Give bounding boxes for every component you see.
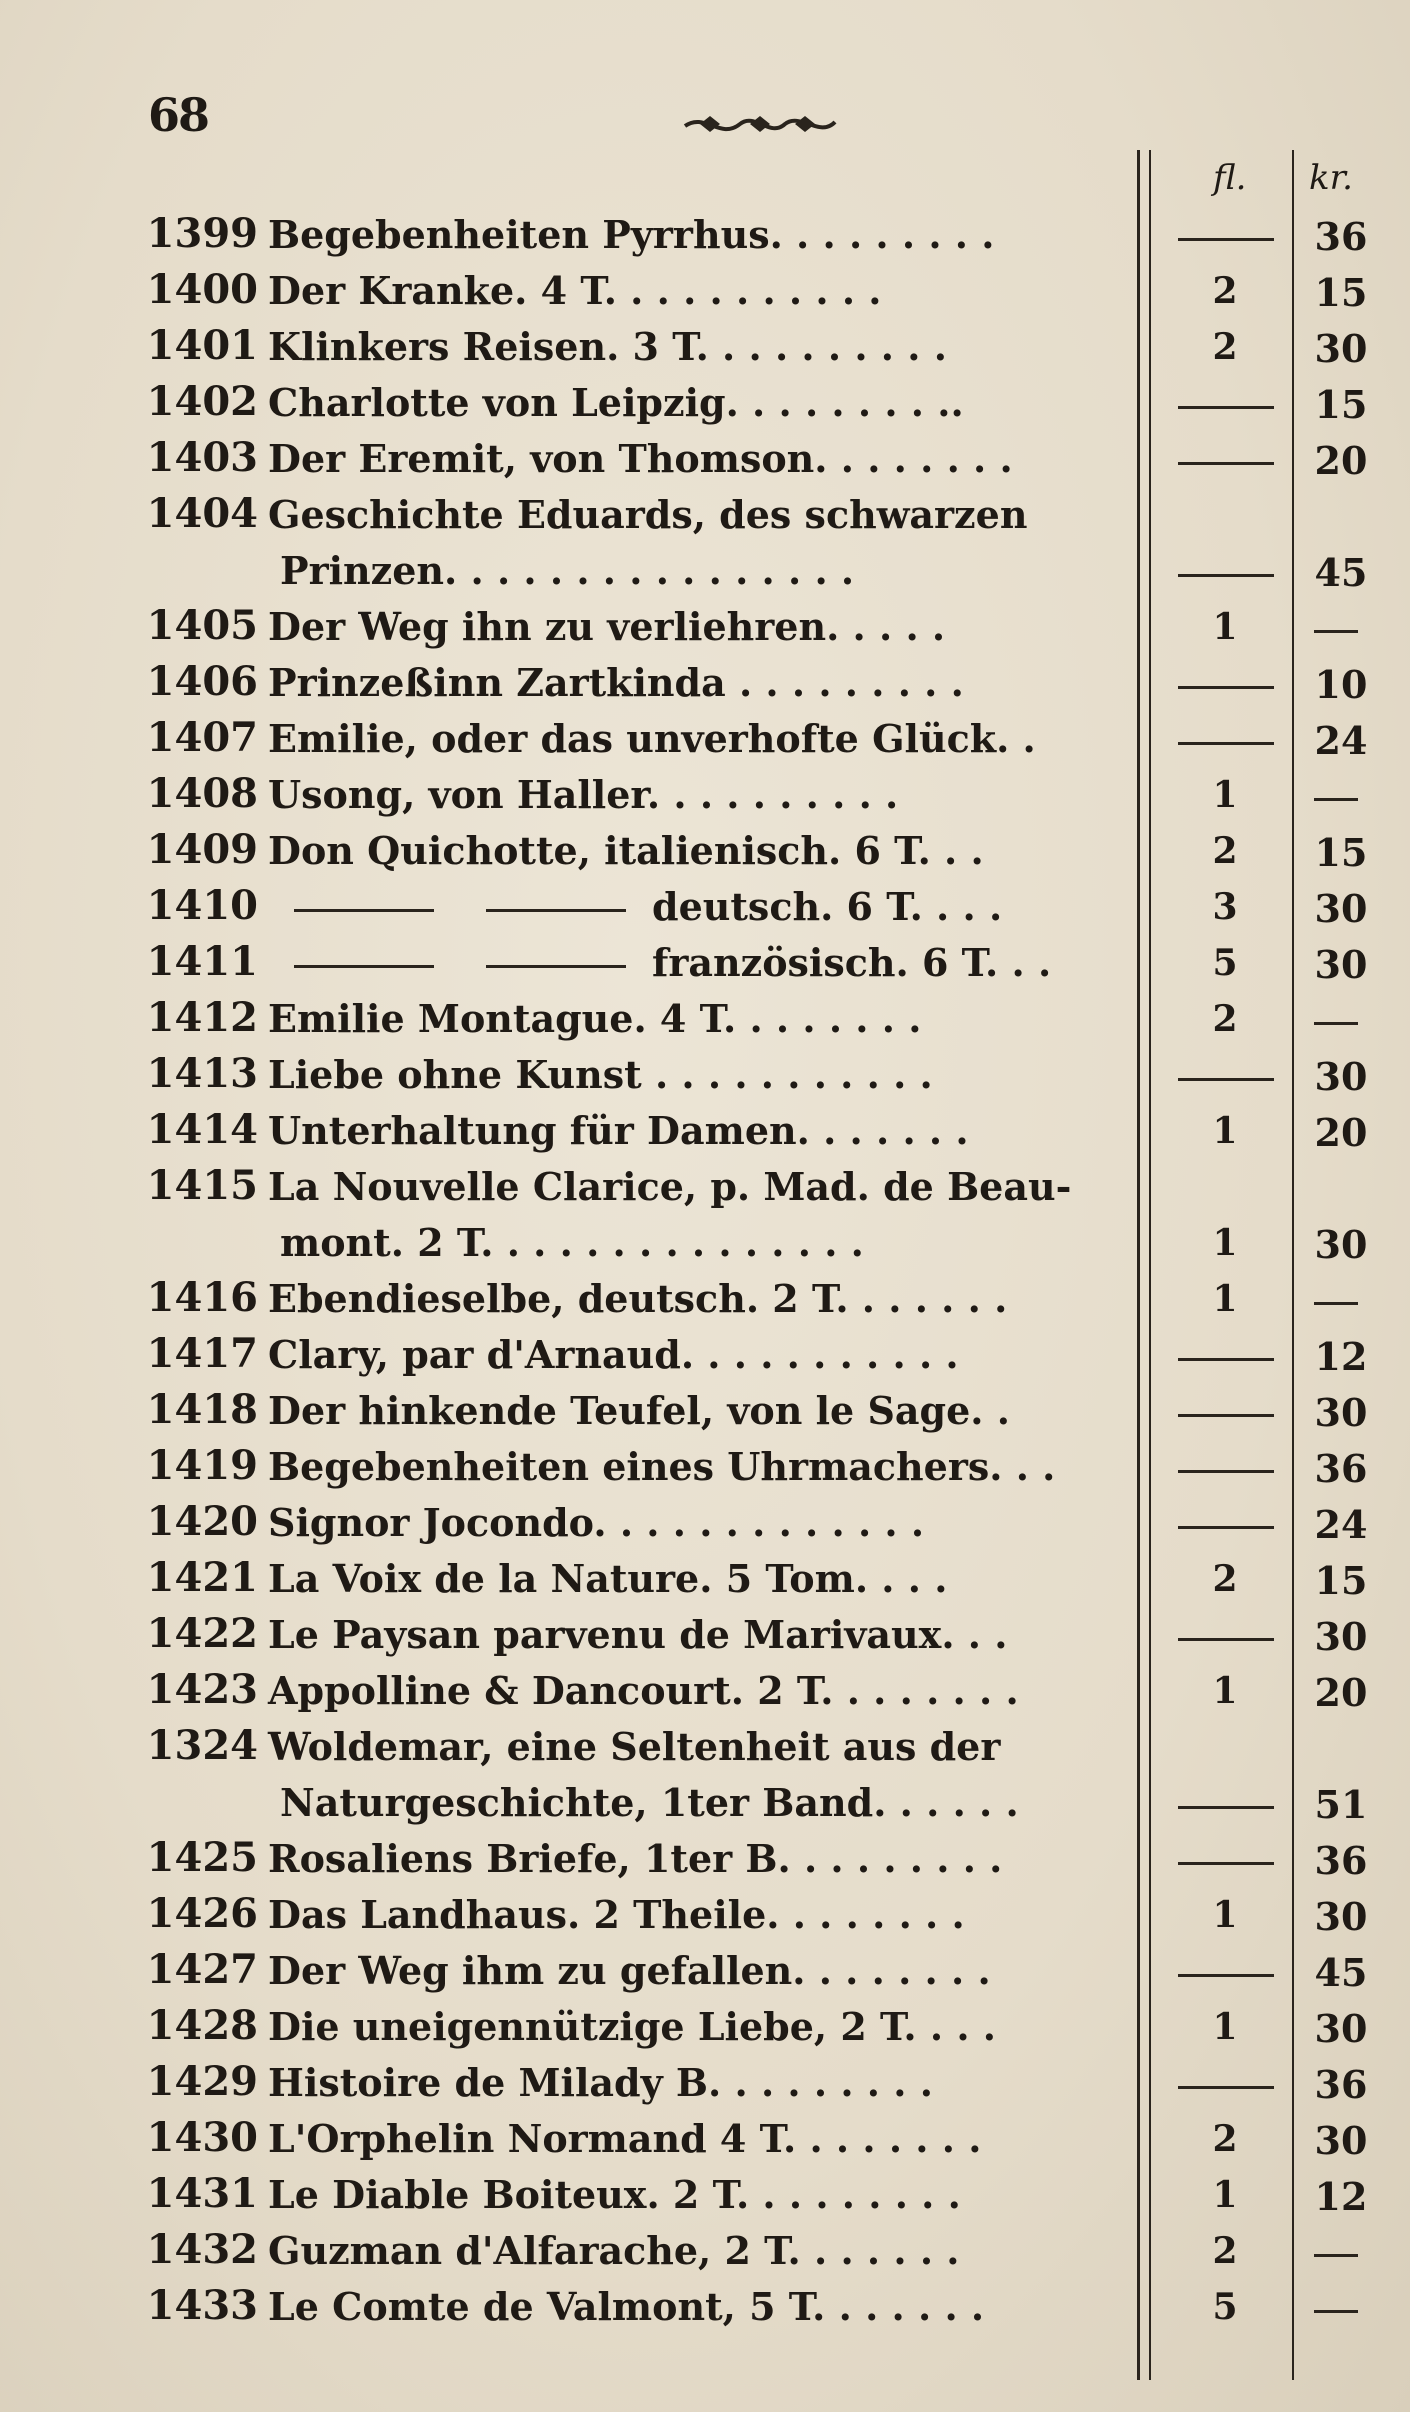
list-item [0, 1498, 1410, 1554]
entry-title: Le Comte de Valmont, 5 T. . . . . . . [268, 2284, 985, 2329]
list-item [0, 378, 1410, 434]
entry-title: Clary, par d'Arnaud. . . . . . . . . . . [268, 1332, 959, 1377]
price-florin-dash [1178, 574, 1274, 577]
list-item [0, 714, 1410, 770]
entry-title: Signor Jocondo. . . . . . . . . . . . . [268, 1500, 925, 1545]
price-florin-dash [1178, 1806, 1274, 1809]
price-kreuzer: 10 [1314, 662, 1368, 707]
price-kreuzer: 24 [1314, 1502, 1368, 1547]
ditto-mark [294, 909, 434, 912]
page-number: 68 [148, 88, 209, 142]
ditto-mark [294, 965, 434, 968]
entry-title: Don Quichotte, italienisch. 6 T. . . [268, 828, 984, 873]
entry-number: 1428 [146, 2002, 258, 2049]
entry-title: Emilie Montague. 4 T. . . . . . . . [268, 996, 922, 1041]
list-item [0, 1162, 1410, 1267]
list-item [0, 2282, 1410, 2338]
entry-number: 1426 [146, 1890, 258, 1937]
list-item [0, 1106, 1410, 1162]
price-florin: 1 [1212, 1110, 1238, 1152]
list-item [0, 1274, 1410, 1330]
entry-title: Die uneigennützige Liebe, 2 T. . . . [268, 2004, 997, 2049]
entry-title: Guzman d'Alfarache, 2 T. . . . . . . [268, 2228, 960, 2273]
entry-number: 1404 [146, 490, 258, 537]
entry-title-continued: Naturgeschichte, 1ter Band. . . . . . [280, 1780, 1019, 1825]
price-florin: 1 [1212, 774, 1238, 816]
list-item [0, 2170, 1410, 2226]
entry-number: 1409 [146, 826, 258, 873]
price-florin: 2 [1212, 830, 1238, 872]
entry-number: 1419 [146, 1442, 258, 1489]
entry-title: Histoire de Milady B. . . . . . . . . [268, 2060, 933, 2105]
price-kreuzer: 15 [1314, 830, 1368, 875]
price-florin: 2 [1212, 2230, 1238, 2272]
price-kreuzer: 45 [1314, 550, 1368, 595]
list-item [0, 1386, 1410, 1442]
entry-number: 1399 [146, 210, 258, 257]
list-item [0, 1834, 1410, 1890]
price-kreuzer: 12 [1314, 1334, 1368, 1379]
list-item [0, 1666, 1410, 1722]
entry-number: 1431 [146, 2170, 258, 2217]
entry-title-text: deutsch. 6 T. . . . [652, 884, 1003, 929]
price-kreuzer: 15 [1314, 270, 1368, 315]
entry-number: 1421 [146, 1554, 258, 1601]
list-item [0, 602, 1410, 658]
price-florin-dash [1178, 1414, 1274, 1417]
entry-title: La Nouvelle Clarice, p. Mad. de Beau- [268, 1164, 1072, 1209]
list-item [0, 1330, 1410, 1386]
entry-number: 1433 [146, 2282, 258, 2329]
list-item [0, 1890, 1410, 1946]
entry-number: 1430 [146, 2114, 258, 2161]
price-florin: 1 [1212, 1894, 1238, 1936]
price-florin: 1 [1212, 1222, 1238, 1264]
entry-title: Charlotte von Leipzig. . . . . . . . .. [268, 380, 964, 425]
price-kreuzer: 15 [1314, 382, 1368, 427]
entry-number: 1422 [146, 1610, 258, 1657]
price-florin-dash [1178, 686, 1274, 689]
list-item [0, 938, 1410, 994]
price-kreuzer: 30 [1314, 1614, 1368, 1659]
price-florin: 1 [1212, 606, 1238, 648]
entry-number: 1406 [146, 658, 258, 705]
entry-number: 1412 [146, 994, 258, 1041]
price-florin-dash [1178, 238, 1274, 241]
entry-number: 1416 [146, 1274, 258, 1321]
entry-title: Usong, von Haller. . . . . . . . . . [268, 772, 899, 817]
price-kreuzer: 30 [1314, 1222, 1368, 1267]
price-kreuzer: 20 [1314, 1110, 1368, 1155]
entry-number: 1408 [146, 770, 258, 817]
entry-title [268, 884, 1002, 929]
list-item [0, 2058, 1410, 2114]
entry-title: Rosaliens Briefe, 1ter B. . . . . . . . . [268, 1836, 1003, 1881]
entry-title: Emilie, oder das unverhofte Glück. . [268, 716, 1036, 761]
list-item [0, 882, 1410, 938]
list-item [0, 266, 1410, 322]
price-kreuzer: 20 [1314, 1670, 1368, 1715]
entry-title: L'Orphelin Normand 4 T. . . . . . . . [268, 2116, 982, 2161]
list-item [0, 770, 1410, 826]
entry-number: 1407 [146, 714, 258, 761]
price-florin: 2 [1212, 270, 1238, 312]
price-kreuzer: 36 [1314, 1838, 1368, 1883]
list-item [0, 490, 1410, 595]
list-item [0, 1610, 1410, 1666]
entry-number: 1423 [146, 1666, 258, 1713]
price-florin-dash [1178, 1638, 1274, 1641]
price-kreuzer: 30 [1314, 942, 1368, 987]
list-item [0, 1554, 1410, 1610]
entry-title: Woldemar, eine Seltenheit aus der [268, 1724, 1001, 1769]
entry-number: 1415 [146, 1162, 258, 1209]
list-item [0, 2114, 1410, 2170]
price-kreuzer-dash [1314, 2254, 1358, 2257]
list-item [0, 1442, 1410, 1498]
price-kreuzer: 30 [1314, 1390, 1368, 1435]
entry-number: 1411 [146, 938, 258, 985]
price-florin-dash [1178, 1526, 1274, 1529]
entry-number: 1429 [146, 2058, 258, 2105]
entry-title: Le Diable Boiteux. 2 T. . . . . . . . . [268, 2172, 961, 2217]
price-florin: 2 [1212, 2118, 1238, 2160]
price-kreuzer: 36 [1314, 2062, 1368, 2107]
list-item [0, 1722, 1410, 1827]
entry-number: 1403 [146, 434, 258, 481]
ditto-mark [486, 965, 626, 968]
list-item [0, 2226, 1410, 2282]
price-kreuzer-dash [1314, 1022, 1358, 1025]
price-florin-dash [1178, 406, 1274, 409]
entry-title: Prinzeßinn Zartkinda . . . . . . . . . [268, 660, 964, 705]
price-florin: 2 [1212, 326, 1238, 368]
price-kreuzer: 24 [1314, 718, 1368, 763]
entry-number: 1410 [146, 882, 258, 929]
list-item [0, 1050, 1410, 1106]
price-florin-dash [1178, 1862, 1274, 1865]
entry-title-text: französisch. 6 T. . . [652, 940, 1052, 985]
price-kreuzer: 30 [1314, 326, 1368, 371]
price-kreuzer: 30 [1314, 1894, 1368, 1939]
list-item [0, 2002, 1410, 2058]
entry-title [268, 940, 1051, 985]
entry-number: 1432 [146, 2226, 258, 2273]
entry-title: Geschichte Eduards, des schwarzen [268, 492, 1028, 537]
price-florin: 2 [1212, 998, 1238, 1040]
entry-title: Der Eremit, von Thomson. . . . . . . . [268, 436, 1013, 481]
price-kreuzer: 51 [1314, 1782, 1368, 1827]
entry-number: 1418 [146, 1386, 258, 1433]
price-florin-dash [1178, 462, 1274, 465]
price-kreuzer: 45 [1314, 1950, 1368, 1995]
entry-number: 1427 [146, 1946, 258, 1993]
ornament-icon [680, 104, 840, 144]
entry-title: Klinkers Reisen. 3 T. . . . . . . . . . [268, 324, 947, 369]
entry-title: Das Landhaus. 2 Theile. . . . . . . . [268, 1892, 965, 1937]
price-kreuzer: 36 [1314, 214, 1368, 259]
price-florin: 5 [1212, 2286, 1238, 2328]
price-florin: 1 [1212, 2174, 1238, 2216]
entry-title-continued: mont. 2 T. . . . . . . . . . . . . . . [280, 1220, 864, 1265]
list-item [0, 658, 1410, 714]
price-florin-dash [1178, 742, 1274, 745]
column-header-fl: fl. [1213, 158, 1247, 198]
price-kreuzer: 20 [1314, 438, 1368, 483]
entry-title: Begebenheiten Pyrrhus. . . . . . . . . [268, 212, 995, 257]
price-kreuzer-dash [1314, 630, 1358, 633]
price-kreuzer: 30 [1314, 2118, 1368, 2163]
entry-title: Liebe ohne Kunst . . . . . . . . . . . [268, 1052, 933, 1097]
entry-title: Unterhaltung für Damen. . . . . . . [268, 1108, 969, 1153]
entry-title: Der Weg ihn zu verliehren. . . . . [268, 604, 946, 649]
price-kreuzer: 30 [1314, 1054, 1368, 1099]
price-kreuzer: 30 [1314, 886, 1368, 931]
price-florin: 1 [1212, 1278, 1238, 1320]
entry-number: 1417 [146, 1330, 258, 1377]
price-kreuzer-dash [1314, 1302, 1358, 1305]
price-florin-dash [1178, 2086, 1274, 2089]
entry-title: Der Weg ihm zu gefallen. . . . . . . . [268, 1948, 991, 1993]
entry-number: 1400 [146, 266, 258, 313]
entry-title-continued: Prinzen. . . . . . . . . . . . . . . . [280, 548, 855, 593]
price-florin: 2 [1212, 1558, 1238, 1600]
price-kreuzer: 30 [1314, 2006, 1368, 2051]
price-kreuzer: 15 [1314, 1558, 1368, 1603]
list-item [0, 322, 1410, 378]
entry-title: Appolline & Dancourt. 2 T. . . . . . . . [268, 1668, 1019, 1713]
price-florin-dash [1178, 1358, 1274, 1361]
price-florin: 1 [1212, 2006, 1238, 2048]
entry-title: Der Kranke. 4 T. . . . . . . . . . . [268, 268, 882, 313]
price-kreuzer-dash [1314, 798, 1358, 801]
entry-title: Ebendieselbe, deutsch. 2 T. . . . . . . [268, 1276, 1008, 1321]
entry-title: Le Paysan parvenu de Marivaux. . . [268, 1612, 1008, 1657]
entry-number: 1414 [146, 1106, 258, 1153]
list-item [0, 994, 1410, 1050]
price-kreuzer: 36 [1314, 1446, 1368, 1491]
list-item [0, 434, 1410, 490]
entry-number: 1405 [146, 602, 258, 649]
ditto-mark [486, 909, 626, 912]
entry-number: 1324 [146, 1722, 258, 1769]
entry-title: Der hinkende Teufel, von le Sage. . [268, 1388, 1010, 1433]
entry-title: La Voix de la Nature. 5 Tom. . . . [268, 1556, 948, 1601]
price-florin-dash [1178, 1078, 1274, 1081]
entry-number: 1420 [146, 1498, 258, 1545]
entry-number: 1425 [146, 1834, 258, 1881]
price-florin: 1 [1212, 1670, 1238, 1712]
entry-title: Begebenheiten eines Uhrmachers. . . [268, 1444, 1056, 1489]
list-item [0, 1946, 1410, 2002]
price-kreuzer-dash [1314, 2310, 1358, 2313]
column-header-kr: kr. [1309, 158, 1353, 198]
price-florin-dash [1178, 1974, 1274, 1977]
list-item [0, 826, 1410, 882]
price-florin: 5 [1212, 942, 1238, 984]
list-item [0, 210, 1410, 266]
entry-number: 1413 [146, 1050, 258, 1097]
entry-number: 1401 [146, 322, 258, 369]
price-florin-dash [1178, 1470, 1274, 1473]
price-kreuzer: 12 [1314, 2174, 1368, 2219]
price-florin: 3 [1212, 886, 1238, 928]
entry-number: 1402 [146, 378, 258, 425]
